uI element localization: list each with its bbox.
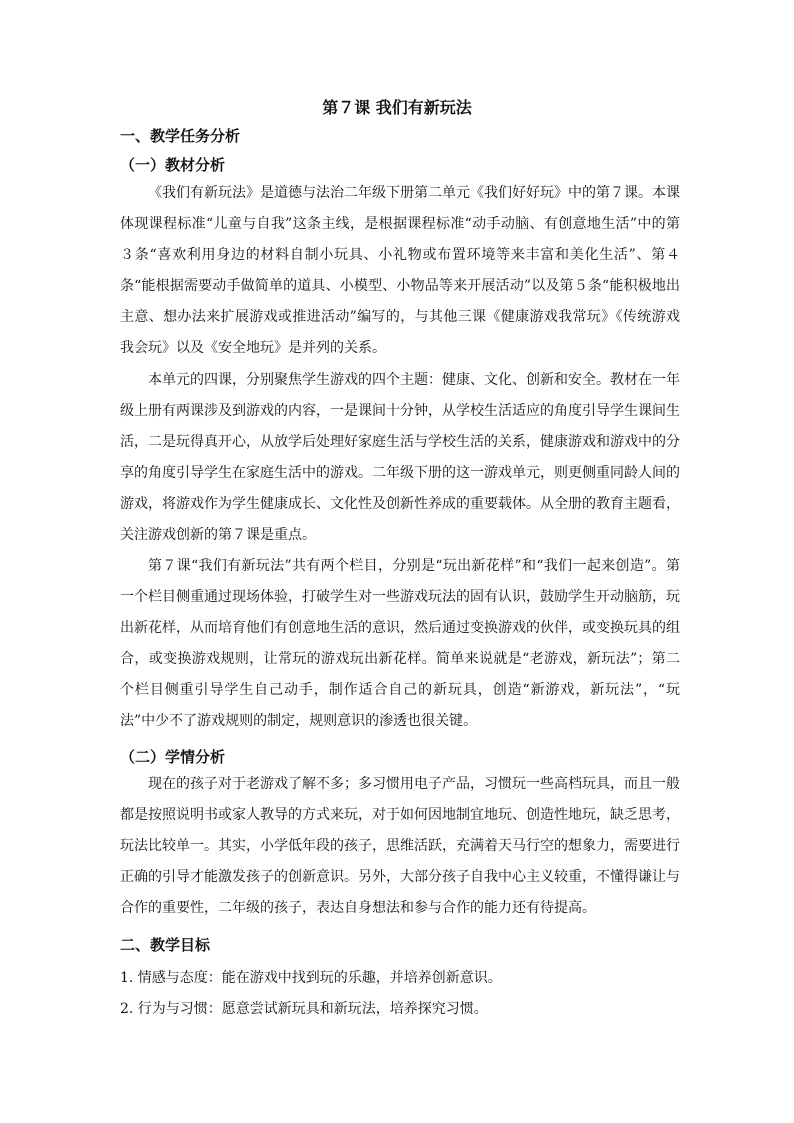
- paragraph-textbook-1: 《我们有新玩法》是道德与法治二年级下册第二单元《我们好好玩》中的第７课。本课体现课程标准“儿童与自我”这条主线，是根据课程标准“动手动脑、有创意地生活”中的第３条“喜欢利用身边的材料自制小玩具、小礼物或布置环境等来丰富和美化生活”、第４条“能根据需要动手做简单的道具、小模型、小物品等来开展活动”以及第５条“能积极地出主意、想办法来扩展游戏或推进活动”编写的，与其他三课《健康游戏我常玩》《传统游戏我会玩》以及《安全地玩》是并列的关系。: [120, 185, 680, 356]
- subsection-heading-textbook-analysis: （一）教材分析: [120, 156, 226, 174]
- subsection-heading-student-analysis: （二）学情分析: [120, 748, 226, 766]
- section-heading-teaching-goals: 二、教学目标: [120, 936, 211, 954]
- paragraph-textbook-3: 第７课“我们有新玩法”共有两个栏目，分别是“玩出新花样”和“我们一起来创造”。第一个栏目侧重通过现场体验，打破学生对一些游戏玩法的固有认识，鼓励学生开动脑筋，玩出新花样，从而培育他们有创意地生活的意识，然后通过变换游戏的伙伴，或变换玩具的组合，或变换游戏规则，让常玩的游戏玩出新花样。简单来说就是“老游戏，新玩法”；第二个栏目侧重引导学生自己动手，制作适合自己的新玩具，创造“新游戏，新玩法”，“玩法”中少不了游戏规则的制定，规则意识的渗透也很关键。: [120, 558, 680, 729]
- lesson-title: 第７课 我们有新玩法: [322, 98, 472, 117]
- section-heading-task-analysis: 一、教学任务分析: [120, 127, 241, 145]
- paragraph-student-analysis: 现在的孩子对于老游戏了解不多；多习惯用电子产品，习惯玩一些高档玩具，而且一般都是按照说明书或家人教导的方式来玩，对于如何因地制宜地玩、创造性地玩，缺乏思考，玩法比较单一。其实，小学低年段的孩子，思维活跃，充满着天马行空的想象力，需要进行正确的引导才能激发孩子的创新意识。另外，大部分孩子自我中心主义较重，不懂得谦让与合作的重要性，二年级的孩子，表达自身想法和参与合作的能力还有待提高。: [120, 776, 680, 916]
- paragraph-textbook-2: 本单元的四课，分别聚焦学生游戏的四个主题：健康、文化、创新和安全。教材在一年级上册有两课涉及到游戏的内容，一是课间十分钟，从学校生活适应的角度引导学生课间生活，二是玩得真开心，从放学后处理好家庭生活与学校生活的关系，健康游戏和游戏中的分享的角度引导学生在家庭生活中的游戏。二年级下册的这一游戏单元，则更侧重同龄人间的游戏，将游戏作为学生健康成长、文化性及创新性养成的重要载体。从全册的教育主题看，关注游戏创新的第７课是重点。: [120, 372, 680, 543]
- goal-item-1: 1. 情感与态度：能在游戏中找到玩的乐趣，并培养创新意识。: [120, 970, 502, 986]
- goal-item-2: 2. 行为与习惯：愿意尝试新玩具和新玩法，培养探究习惯。: [120, 1001, 488, 1017]
